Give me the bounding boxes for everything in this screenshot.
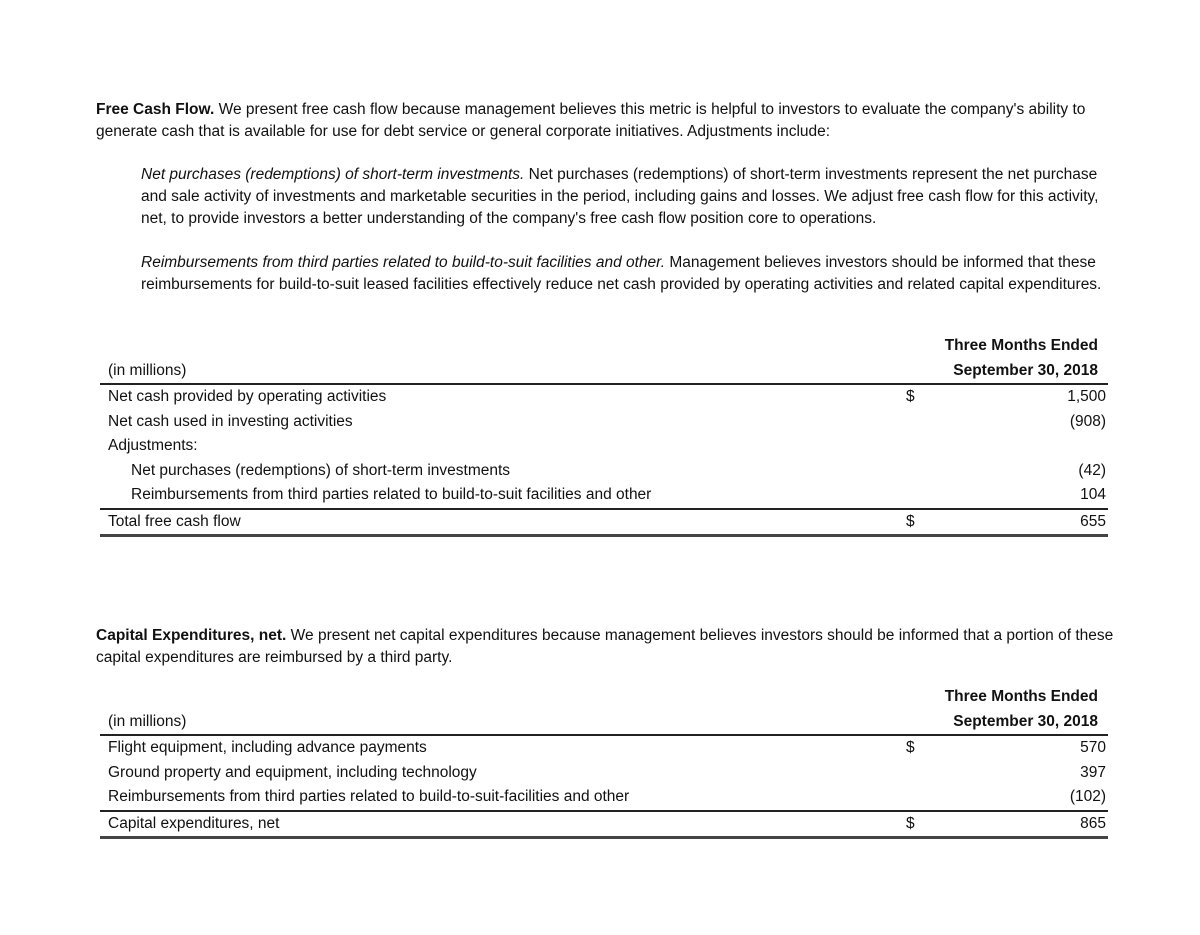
row-label: Net cash provided by operating activities (100, 384, 906, 410)
fcf-adjustment-short-term (141, 164, 1116, 230)
table-row (100, 434, 1108, 459)
fcf-intro-paragraph (96, 99, 1116, 143)
table-row (100, 459, 1108, 484)
table-row (100, 761, 1108, 786)
fcf-heading: Free Cash Flow. (96, 101, 215, 118)
total-value: 865 (946, 811, 1108, 838)
row-value: (102) (1069, 788, 1106, 806)
period-header-line2: September 30, 2018 (953, 712, 1098, 730)
table-header-row (100, 684, 1108, 709)
unit-label: (in millions) (108, 361, 187, 379)
capex-intro-paragraph (96, 625, 1116, 669)
row-value: 1,500 (946, 384, 1108, 410)
fcf-intro-text: We present free cash flow because management believes this metric is helpful to investors to evaluate the company's ability to generate cash that is available for use for debt service or general corporate initiatives. Adjustments include: (96, 101, 1086, 140)
row-label: Reimbursements from third parties related to build-to-suit facilities and other (131, 486, 652, 504)
total-label: Total free cash flow (100, 509, 906, 536)
capex-intro-text: We present net capital expenditures because management believes investors should be informed that a portion of these capital expenditures are reimbursed by a third party. (96, 627, 1114, 666)
currency-symbol: $ (906, 509, 946, 536)
period-header-line1: Three Months Ended (944, 336, 1098, 354)
currency-symbol: $ (906, 811, 946, 838)
period-header-line1: Three Months Ended (944, 687, 1098, 705)
fcf-adjustment-reimbursements (141, 252, 1116, 296)
currency-symbol: $ (906, 735, 946, 761)
adjustment-text: Management believes investors should be informed that these reimbursements for build-to-suit leased facilities effectively reduce net cash provided by operating activities and related capital expenditures. (141, 254, 1102, 293)
currency-symbol (906, 459, 946, 484)
table-row (100, 785, 1108, 811)
row-label: Reimbursements from third parties related to build-to-suit-facilities and other (108, 788, 630, 806)
fcf-table (100, 333, 1108, 537)
row-value (946, 434, 1108, 459)
period-header-line2: September 30, 2018 (953, 361, 1098, 379)
currency-symbol (906, 483, 946, 509)
currency-symbol: $ (906, 384, 946, 410)
unit-label: (in millions) (108, 712, 187, 730)
row-value: (42) (1078, 461, 1106, 479)
total-label: Capital expenditures, net (100, 811, 906, 838)
capex-table (100, 684, 1108, 839)
table-row (100, 384, 1108, 410)
table-header-row (100, 333, 1108, 358)
row-label: Net purchases (redemptions) of short-term investments (131, 461, 511, 479)
total-row (100, 811, 1108, 838)
adjustment-text: Net purchases (redemptions) of short-term investments represent the net purchase and sale activity of investments and marketable securities in the period, including gains and losses. We adjust free cash flow for this activity, net, to provide investors a better understanding of the company's free cash flow position core to operations. (141, 166, 1099, 227)
currency-symbol (906, 434, 946, 459)
currency-symbol (906, 761, 946, 786)
table-header-row (100, 709, 1108, 735)
adjustment-term: Net purchases (redemptions) of short-term investments. (141, 166, 525, 183)
total-row (100, 509, 1108, 536)
table-row (100, 735, 1108, 761)
total-value: 655 (946, 509, 1108, 536)
row-label: Net cash used in investing activities (108, 412, 353, 430)
row-value: 104 (1080, 486, 1106, 504)
row-label: Ground property and equipment, including technology (108, 763, 477, 781)
row-label: Adjustments: (108, 437, 198, 455)
row-label: Flight equipment, including advance payments (100, 735, 906, 761)
table-header-row (100, 358, 1108, 384)
currency-symbol (906, 410, 946, 435)
table-row (100, 410, 1108, 435)
adjustment-term: Reimbursements from third parties related to build-to-suit facilities and other. (141, 254, 666, 271)
row-value: 397 (1080, 763, 1106, 781)
row-value: (908) (1069, 412, 1106, 430)
table-row (100, 483, 1108, 509)
currency-symbol (906, 785, 946, 811)
row-value: 570 (946, 735, 1108, 761)
capex-heading: Capital Expenditures, net. (96, 627, 287, 644)
